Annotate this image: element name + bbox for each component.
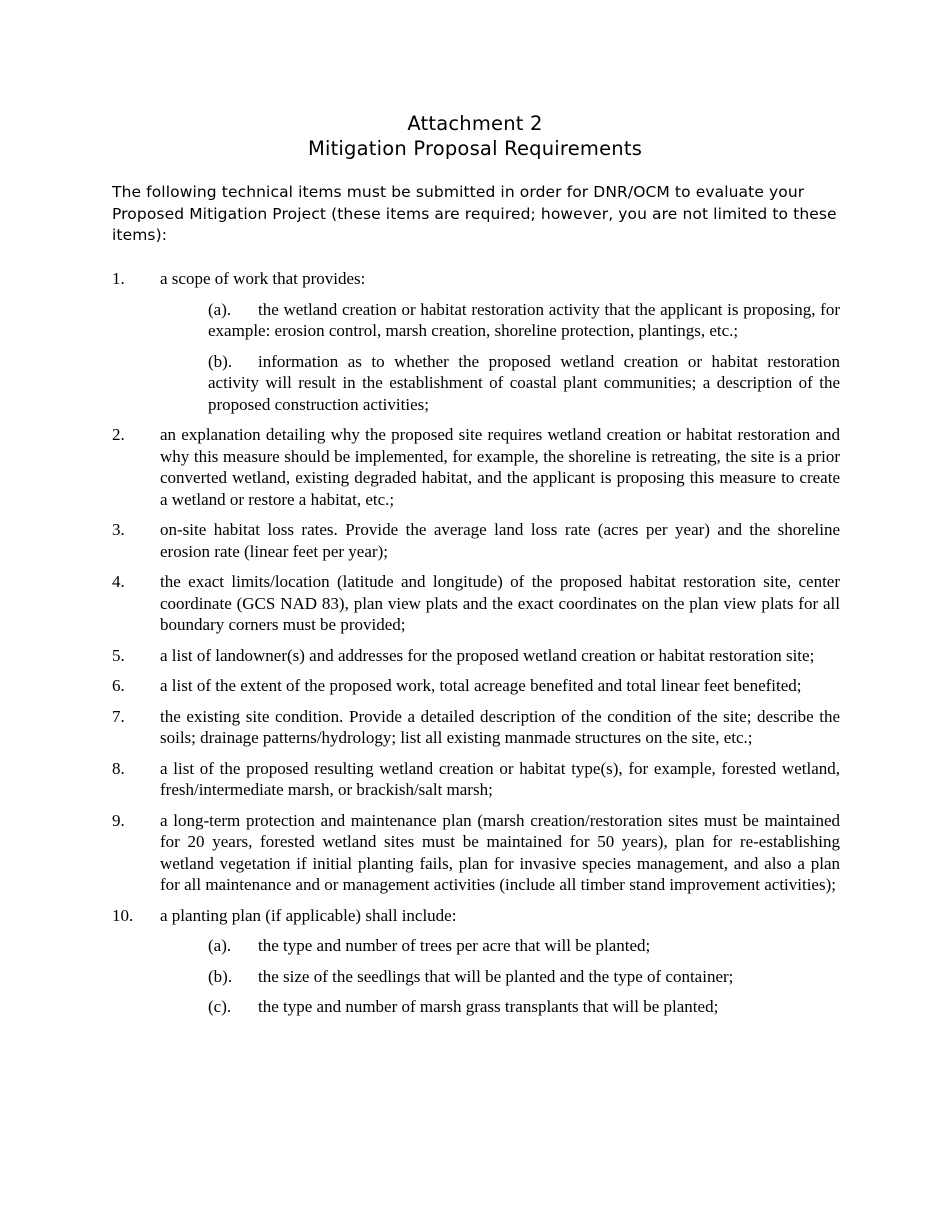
sub-item-text: the size of the seedlings that will be planted and the type of container; (258, 966, 734, 986)
list-item (112, 758, 840, 801)
list-item (112, 571, 840, 636)
item-text: a long-term protection and maintenance plan (marsh creation/restoration sites must be maintained for 20 years, forested wetland sites must be maintained for 50 years), plan for re-establishing wetland vegetation if initial planting fails, plan for invasive species management, and also a plan for all maintenance and or management activities (include all timber stand improvement activities); (160, 810, 840, 894)
attachment-label: Attachment 2 (407, 112, 543, 135)
item-text: an explanation detailing why the proposed site requires wetland creation or habitat restoration and why this measure should be implemented, for example, the shoreline is retreating, the site is a prior converted wetland, existing degraded habitat, and the applicant is proposing this measure to create a wetland or restore a habitat, etc.; (160, 425, 840, 509)
sub-item (160, 966, 840, 988)
sub-item-number: (c). (208, 997, 232, 1016)
item-number: 1. (112, 269, 125, 288)
item-number: 10. (112, 905, 134, 925)
sub-item (160, 299, 840, 342)
item-text: the exact limits/location (latitude and longitude) of the proposed habitat restoration site, center coordinate (GCS NAD 83), plan view plats and the exact coordinates on the plan view plats for all boundary corners must be provided; (160, 572, 840, 634)
list-item (112, 905, 840, 1018)
item-text: a planting plan (if applicable) shall include: (160, 905, 457, 925)
sub-item-text: information as to whether the proposed wetland creation or habitat restoration activity will result in the establishment of coastal plant communities; a description of the proposed construction activities; (208, 351, 840, 414)
sub-item-number: (b). (208, 966, 233, 986)
item-text: on-site habitat loss rates. Provide the average land loss rate (acres per year) and the shoreline erosion rate (linear feet per year); (160, 520, 840, 561)
requirements-list (112, 268, 840, 1027)
item-number: 2. (112, 425, 125, 444)
list-item (112, 810, 840, 896)
list-item (112, 519, 840, 562)
sub-item (160, 351, 840, 416)
list-item (112, 424, 840, 510)
item-number: 4. (112, 572, 125, 591)
sub-item-number: (b). (208, 351, 233, 371)
list-item (112, 268, 840, 415)
sub-item-text: the type and number of marsh grass transplants that will be planted; (258, 997, 719, 1016)
page-title: Mitigation Proposal Requirements (307, 137, 643, 160)
sub-item-number: (a). (208, 299, 232, 319)
item-number: 8. (112, 758, 125, 778)
sub-item (160, 996, 840, 1018)
item-number: 9. (112, 810, 125, 830)
sub-item (160, 935, 840, 957)
sub-item-number: (a). (208, 936, 232, 955)
item-text: a list of landowner(s) and addresses for the proposed wetland creation or habitat restoration site; (160, 645, 815, 665)
list-item (112, 645, 840, 667)
item-text: a scope of work that provides: (160, 269, 366, 288)
item-number: 3. (112, 520, 125, 539)
list-item (112, 675, 840, 697)
sub-item-text: the wetland creation or habitat restoration activity that the applicant is proposing, for example: erosion control, marsh creation, shoreline protection, plantings, etc.; (208, 299, 840, 340)
item-text: a list of the proposed resulting wetland creation or habitat type(s), for example, forested wetland, fresh/intermediate marsh, or brackish/salt marsh; (160, 758, 840, 799)
intro-paragraph: The following technical items must be submitted in order for DNR/OCM to evaluate your Proposed Mitigation Project (these items are required; however, you are not limited to these items): (112, 183, 837, 244)
item-number: 5. (112, 645, 125, 665)
item-number: 7. (112, 706, 125, 726)
item-number: 6. (112, 676, 125, 695)
item-text: the existing site condition. Provide a detailed description of the condition of the site; describe the soils; drainage patterns/hydrology; list all existing manmade structures on the site, etc.; (160, 706, 840, 747)
document-title (0, 111, 950, 161)
list-item (112, 706, 840, 749)
sub-item-text: the type and number of trees per acre that will be planted; (258, 936, 651, 955)
item-text: a list of the extent of the proposed work, total acreage benefited and total linear feet benefited; (160, 676, 802, 695)
